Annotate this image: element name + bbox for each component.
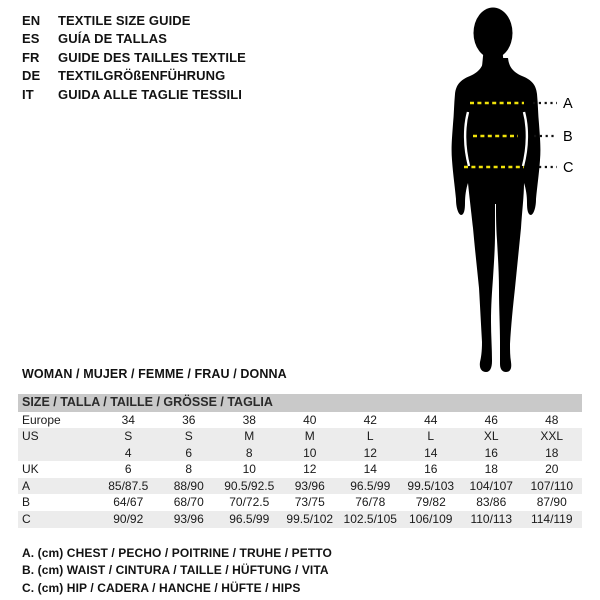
size-cell: 106/109 [409, 512, 453, 527]
legend-line-chest: A. (cm) CHEST / PECHO / POITRINE / TRUHE / PETTO [22, 546, 332, 560]
size-row-label [18, 445, 98, 462]
language-row [22, 86, 246, 104]
language-code-label: IT [22, 86, 34, 102]
size-cell: 90.5/92.5 [224, 478, 275, 493]
size-cell: 102.5/105 [343, 512, 397, 527]
table-section-title: WOMAN / MUJER / FEMME / FRAU / DONNA [22, 367, 287, 381]
size-table-header-row [18, 394, 582, 412]
size-cell: 114/119 [530, 512, 573, 527]
size-cell: 14 [424, 445, 438, 460]
size-cell: 10 [303, 445, 317, 460]
language-code-label: DE [22, 68, 41, 84]
size-cell: 104/107 [469, 478, 513, 493]
size-cell: 12 [303, 462, 317, 477]
size-cell: 85/87.5 [108, 478, 149, 493]
language-row [22, 30, 246, 48]
size-cell: 4 [124, 445, 132, 460]
language-row [22, 67, 246, 85]
size-cell: 12 [363, 445, 377, 460]
size-cell: 36 [182, 412, 196, 427]
language-title: GUÍA DE TALLAS [58, 31, 168, 47]
size-cell: M [244, 429, 255, 444]
size-table-header: SIZE / TALLA / TAILLE / GRÖSSE / TAGLIA [22, 395, 273, 409]
size-cell: 79/82 [415, 495, 446, 510]
language-title: TEXTILE SIZE GUIDE [58, 13, 191, 28]
size-cell: L [427, 429, 435, 444]
size-cell: 20 [545, 462, 559, 477]
language-code-label: FR [22, 49, 40, 65]
size-cell: S [124, 429, 133, 444]
size-cell: 99.5/103 [407, 478, 455, 493]
language-title-list [22, 12, 246, 104]
size-cell: 46 [484, 412, 498, 427]
size-cell: M [304, 429, 315, 444]
table-row-uk [18, 461, 582, 478]
size-cell: 40 [303, 412, 317, 427]
silhouette-body [452, 58, 541, 372]
size-row-label: A [22, 478, 31, 493]
table-row-chest [18, 478, 582, 495]
legend-line-hip: C. (cm) HIP / CADERA / HANCHE / HÜFTE / HIPS [22, 580, 301, 595]
table-row-waist [18, 494, 582, 511]
size-cell: 110/113 [470, 512, 513, 527]
table-row-hip [18, 511, 582, 528]
size-cell: XL [483, 429, 499, 444]
woman-silhouette-figure [410, 0, 580, 380]
size-table [18, 394, 582, 528]
measurement-legend [22, 545, 332, 597]
language-title: TEXTILGRÖßENFÜHRUNG [58, 68, 226, 84]
measurement-label-waist: B [563, 129, 573, 145]
size-cell: 96.5/99 [229, 512, 270, 527]
language-row [22, 12, 246, 30]
size-row-label: B [22, 495, 31, 510]
size-cell: 42 [363, 412, 377, 427]
size-cell: 99.5/102 [286, 512, 334, 527]
language-title: GUIDE DES TAILLES TEXTILE [58, 49, 246, 65]
size-cell: S [184, 429, 193, 444]
measurement-label-hip: C [563, 160, 574, 176]
size-cell: 18 [484, 462, 498, 477]
size-cell: 87/90 [536, 495, 567, 510]
size-cell: 90/92 [113, 512, 144, 527]
size-cell: 14 [363, 462, 377, 477]
language-title: GUIDA ALLE TAGLIE TESSILI [58, 86, 243, 102]
table-row-europe [18, 412, 582, 429]
size-cell: 64/67 [113, 495, 144, 510]
size-row-label: Europe [22, 412, 61, 427]
size-cell: 38 [242, 412, 256, 427]
size-cell: 93/96 [294, 478, 325, 493]
size-cell: 8 [185, 462, 193, 477]
table-row-us-numeric [18, 445, 582, 462]
size-cell: 10 [242, 462, 256, 477]
language-code-label: EN [22, 13, 41, 28]
size-cell: 6 [124, 462, 132, 477]
size-cell: XXL [540, 429, 564, 444]
size-cell: 96.5/99 [350, 478, 391, 493]
size-cell: 8 [245, 445, 253, 460]
size-cell: 73/75 [294, 495, 325, 510]
size-cell: 18 [545, 445, 559, 460]
size-cell: 68/70 [173, 495, 204, 510]
size-cell: 16 [424, 462, 438, 477]
size-row-label: UK [22, 462, 39, 477]
language-row [22, 49, 246, 67]
size-cell: 76/78 [355, 495, 386, 510]
size-cell: 6 [185, 445, 193, 460]
legend-line-waist: B. (cm) WAIST / CINTURA / TAILLE / HÜFTUNG / VITA [22, 563, 329, 578]
language-code-label: ES [22, 31, 40, 47]
measurement-label-chest: A [563, 96, 573, 112]
size-row-label: C [22, 512, 31, 527]
size-row-label: US [22, 429, 39, 444]
size-cell: 34 [121, 412, 135, 427]
size-cell: 93/96 [173, 512, 204, 527]
size-cell: 107/110 [530, 478, 573, 493]
size-cell: L [366, 429, 374, 444]
size-cell: 88/90 [173, 478, 204, 493]
size-cell: 83/86 [476, 495, 507, 510]
size-cell: 70/72.5 [229, 495, 270, 510]
size-cell: 48 [545, 412, 559, 427]
size-cell: 16 [484, 445, 498, 460]
table-row-us-letter [18, 428, 582, 445]
size-cell: 44 [424, 412, 438, 427]
